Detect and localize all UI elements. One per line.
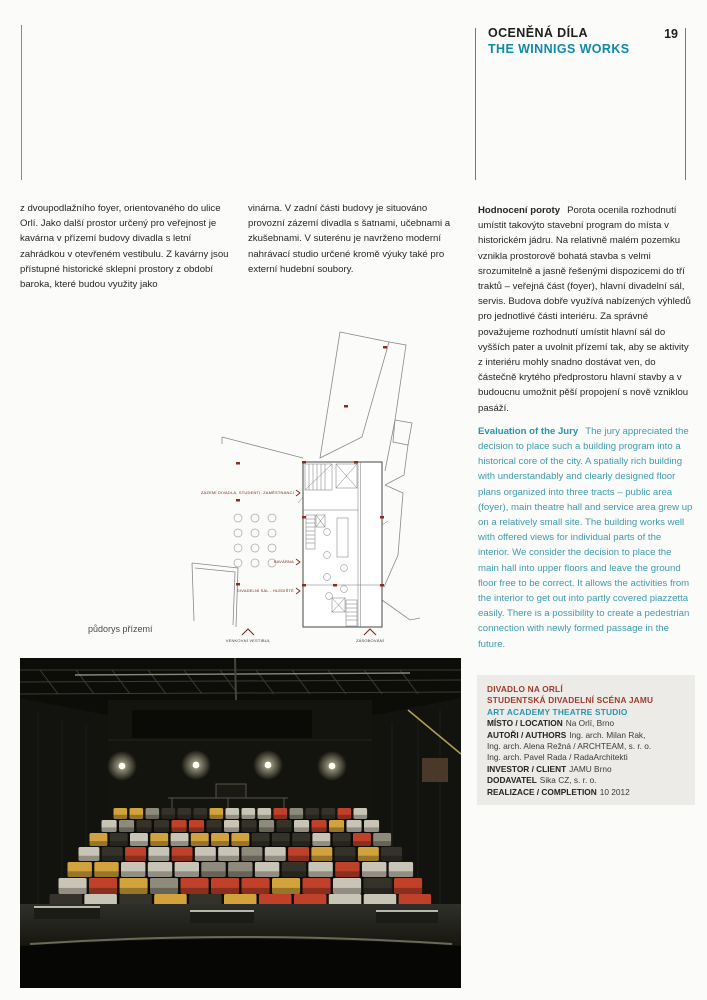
info-row: REALIZACE / COMPLETION 10 2012 [487,786,630,797]
plan-label-cafe: KAVÁRNA [273,559,294,564]
auditorium-photo [20,658,461,988]
info-row: AUTOŘI / AUTHORS Ing. arch. Milan Rak, [487,729,646,740]
jury-en-text: The jury appreciated the decision to place such a building program into a historical core of the city. A spatially rich building with understandably and clearly designed floor plans organized into three tracts – public area (foyer), main theatre hall and service area grew up on a relatively small site. The building works well with offered views for individual parts of the interior. We consider the decision to place the main hall into upper floors and leave the ground floor free to be correct. It allows the activities from the interior to get out into partly covered piazzetta easily. There is a possibility to create a pedestrian connection with newly formed passage in the future. [478,425,693,650]
jury-evaluation-en [478,424,694,652]
plan-label-backstage: ZÁZEMÍ DIVADLA, STUDENTI, ZAMĚSTNANCI [200,490,294,495]
jury-cs-heading: Hodnocení poroty [478,205,561,216]
arrow-right-icon [296,588,300,594]
wall-speaker [422,758,448,782]
body-column-right [478,203,694,652]
arrow-right-icon [296,559,300,565]
plan-caption: půdorys přízemí [88,624,153,634]
project-title-en: ART ACADEMY THEATRE STUDIO [487,706,628,717]
floor-plan-drawing [180,325,470,655]
arrow-up-icon [242,629,254,635]
jury-evaluation-cs [478,203,694,416]
jury-en-heading: Evaluation of the Jury [478,425,579,437]
left-column-rule [21,25,22,180]
info-row: INVESTOR / CLIENT JAMU Brno [487,763,612,774]
jury-cs-text: Porota ocenila rozhodnutí umístit takovýto stavební program do místa v historickém jádru. Na relativně malém pozemku vznikla prostorově bohatá stavba s velmi srozumitelně a jasně řešenými dispozicemi do tří traktů – veřejná část (foyer), hlavní divadelní sál, servis. Budova dobře využívá nabízených výhledů pro jednotlivé části interiéru. Za správné považujeme rozhodnutí umístit hlavní sál do vyšších pater a uvolnit přízemí tak, aby se aktivity z interiéru mohly snadno dostávat ven, do částečně krytého předprostoru hlavní stavby a v budoucnu umožnit pěší propojení s nově vzniklou pasáží. [478,205,691,414]
header-rule-left [475,28,476,180]
arrow-right-icon [296,490,300,496]
plan-label-supply: ZÁSOBOVÁNÍ [355,638,385,643]
info-row: Ing. arch. Pavel Rada / RadaArchitekti [487,752,628,763]
plan-label-vestibule: VENKOVNÍ VESTIBUL [225,638,271,643]
project-detail-rows [487,718,685,798]
page-number: 19 [664,27,678,41]
header-title-en: THE WINNIGS WORKS [488,42,630,56]
info-row: MÍSTO / LOCATION Na Orlí, Brno [487,718,615,729]
plan-label-hall: DIVADELNÍ SÁL - HLEDIŠTĚ [236,588,294,593]
body-column-middle: vinárna. V zadní části budovy je situováno provozní zázemí divadla s šatnami, učebnami a zkušebnami. V suterénu je navrženo moderní nahrávací studio určené kromě výuky také pro externí hudební soubory. [248,203,451,275]
arrow-up-icon [364,629,376,635]
project-subtitle-cs: STUDENTSKÁ DIVADELNÍ SCÉNA JAMU [487,695,654,706]
body-column-left: z dvoupodlažního foyer, orientovaného do ulice Orlí. Jako další prostor určený pro veřejnost je kavárna v přízemí budovy divadla s letní zahrádkou v otevřeném vestibulu. Z kavárny jsou přístupné historické sklepní prostory z období baroka, které budou využity jako [20,203,229,291]
project-title-cs: DIVADLO NA ORLÍ [487,684,563,694]
plan-outdoor-tables [234,514,276,567]
project-info-box [477,675,695,805]
header-rule-right [685,28,686,180]
header-title-cs: OCENĚNÁ DÍLA [488,26,588,40]
info-row: Ing. arch. Alena Režná / ARCHTEAM, s. r. o. [487,741,652,752]
info-row: DODAVATEL Sika CZ, s. r. o. [487,775,597,786]
